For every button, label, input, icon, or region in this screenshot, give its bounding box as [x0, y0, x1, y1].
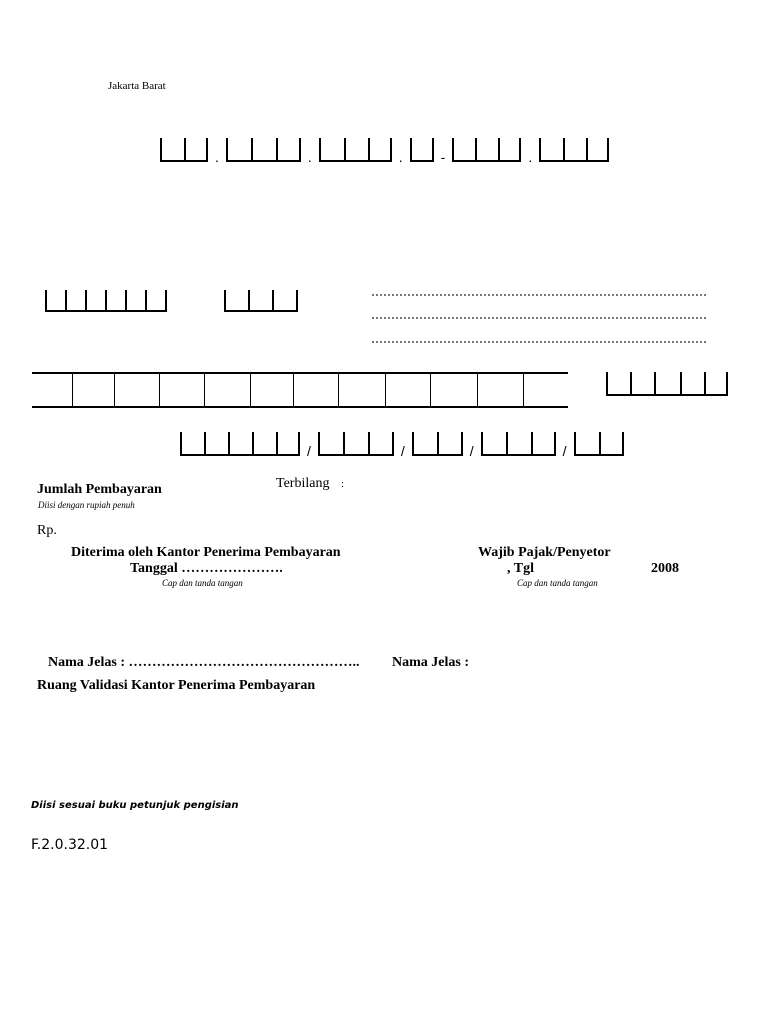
npwp-digit-box[interactable] [498, 138, 521, 162]
received-by-title: Diterima oleh Kantor Penerima Pembayaran [71, 545, 341, 560]
date-digit-box[interactable] [228, 432, 252, 456]
taxpayer-year: 2008 [651, 561, 679, 576]
date-digit-box[interactable] [318, 432, 343, 456]
date-digit-box[interactable] [252, 432, 276, 456]
code-boxes-right[interactable] [224, 290, 298, 312]
rp-label: Rp. [37, 523, 57, 538]
date-separator: / [307, 443, 311, 459]
code-digit-box[interactable] [145, 290, 167, 312]
grid-line [72, 374, 73, 406]
received-tanggal: Tanggal …………………. [130, 561, 283, 576]
date-digit-box[interactable] [481, 432, 506, 456]
city-label: Jakarta Barat [108, 80, 166, 92]
npwp-separator: . [215, 149, 219, 165]
npwp-digit-box[interactable] [475, 138, 498, 162]
npwp-digit-box[interactable] [226, 138, 251, 162]
right-box-group[interactable] [606, 372, 728, 396]
taxpayer-tgl: , Tgl [507, 561, 534, 576]
grid-line [204, 374, 205, 406]
grid-line [477, 374, 478, 406]
date-digit-box[interactable] [412, 432, 437, 456]
date-digit-box[interactable] [506, 432, 531, 456]
dotted-line[interactable] [372, 341, 706, 343]
grid-line [385, 374, 386, 406]
code-boxes-left[interactable] [45, 290, 167, 312]
date-separator: / [562, 443, 567, 459]
code-digit-box[interactable] [272, 290, 298, 312]
grid-line [159, 374, 160, 406]
digit-box[interactable] [630, 372, 654, 396]
npwp-separator: - [440, 149, 446, 165]
npwp-digit-box[interactable] [368, 138, 392, 162]
footer-note: Diisi sesuai buku petunjuk pengisian [31, 800, 239, 811]
code-digit-box[interactable] [65, 290, 85, 312]
npwp-digit-box[interactable] [319, 138, 344, 162]
npwp-digit-box[interactable] [410, 138, 434, 162]
npwp-digit-box[interactable] [184, 138, 208, 162]
digit-box[interactable] [680, 372, 704, 396]
digit-box[interactable] [704, 372, 728, 396]
code-digit-box[interactable] [45, 290, 65, 312]
grid-line [430, 374, 431, 406]
grid-line [293, 374, 294, 406]
taxpayer-stamp-note: Cap dan tanda tangan [517, 578, 598, 588]
code-digit-box[interactable] [105, 290, 125, 312]
date-digit-box[interactable] [343, 432, 368, 456]
code-digit-box[interactable] [125, 290, 145, 312]
jumlah-note: Diisi dengan rupiah penuh [38, 500, 135, 510]
terbilang-label: Terbilang [276, 476, 330, 491]
grid-line [523, 374, 524, 406]
entry-grid[interactable] [32, 372, 568, 408]
date-digit-box[interactable] [437, 432, 463, 456]
npwp-separator: . [398, 149, 403, 165]
npwp-separator: . [307, 149, 312, 165]
digit-box[interactable] [654, 372, 680, 396]
date-digit-box[interactable] [574, 432, 599, 456]
date-digit-box[interactable] [368, 432, 394, 456]
validation-title: Ruang Validasi Kantor Penerima Pembayaran [37, 678, 316, 693]
code-digit-box[interactable] [224, 290, 248, 312]
taxpayer-title: Wajib Pajak/Penyetor [478, 545, 611, 560]
date-digit-box[interactable] [531, 432, 556, 456]
form-code: F.2.0.32.01 [31, 837, 109, 853]
taxpayer-nama-jelas: Nama Jelas : [392, 655, 469, 670]
date-separator: / [469, 443, 474, 459]
npwp-digit-box[interactable] [160, 138, 184, 162]
code-digit-box[interactable] [248, 290, 272, 312]
npwp-digit-box[interactable] [539, 138, 563, 162]
jumlah-pembayaran-label: Jumlah Pembayaran [37, 482, 162, 497]
dotted-line[interactable] [372, 317, 706, 319]
npwp-separator: . [528, 149, 533, 165]
npwp-digit-box[interactable] [586, 138, 609, 162]
date-digit-box[interactable] [276, 432, 300, 456]
grid-line [114, 374, 115, 406]
npwp-digit-box[interactable] [344, 138, 368, 162]
date-boxes[interactable] [180, 432, 624, 459]
npwp-digit-box[interactable] [563, 138, 586, 162]
received-stamp-note: Cap dan tanda tangan [162, 578, 243, 588]
date-separator: / [400, 443, 405, 459]
npwp-digit-box[interactable] [251, 138, 276, 162]
grid-line [250, 374, 251, 406]
date-digit-box[interactable] [599, 432, 624, 456]
grid-line [338, 374, 339, 406]
npwp-digit-box[interactable] [452, 138, 475, 162]
npwp-boxes[interactable] [160, 138, 609, 165]
date-digit-box[interactable] [180, 432, 204, 456]
terbilang-colon: : [341, 478, 345, 490]
dotted-line[interactable] [372, 294, 706, 296]
date-digit-box[interactable] [204, 432, 228, 456]
digit-box[interactable] [606, 372, 630, 396]
received-nama-jelas: Nama Jelas : ………………………………………….. [48, 655, 360, 670]
code-digit-box[interactable] [85, 290, 105, 312]
npwp-digit-box[interactable] [276, 138, 301, 162]
